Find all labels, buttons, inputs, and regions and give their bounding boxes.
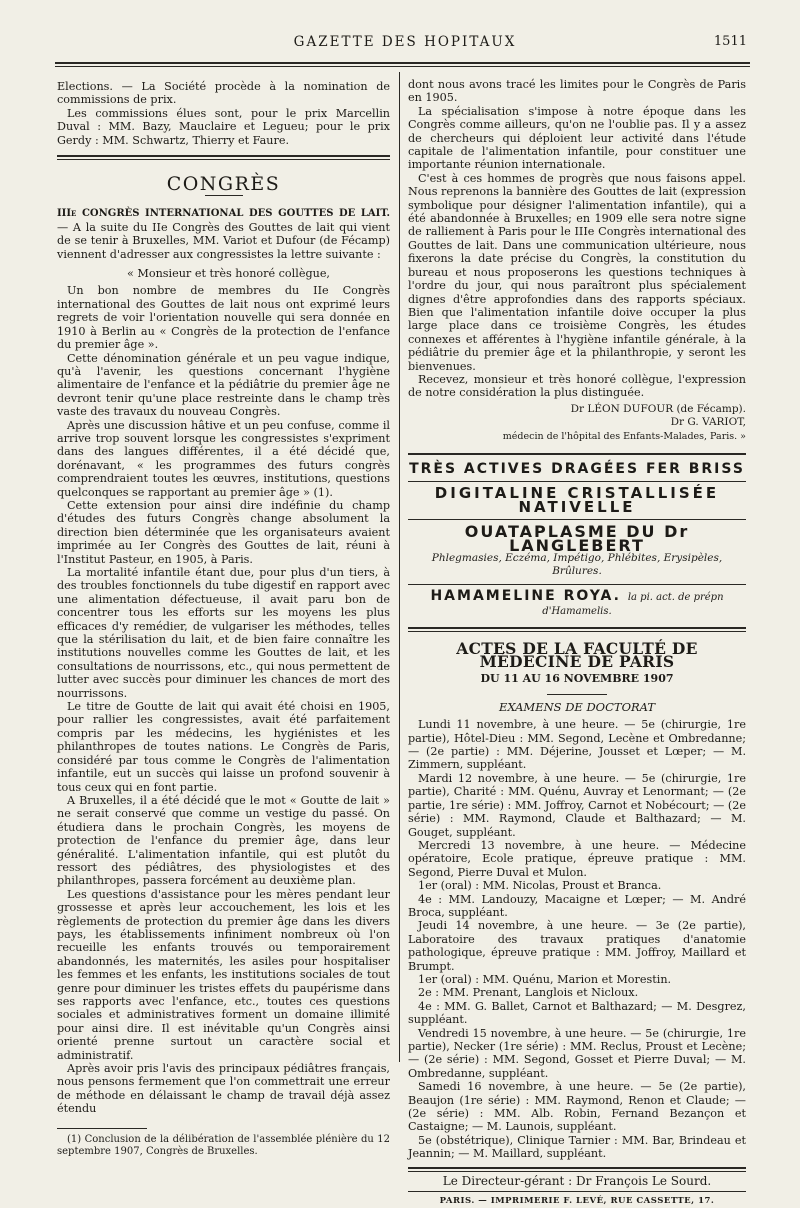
letter-para: A Bruxelles, il a été décidé que le mot « Goutte de lait » ne serait conservé que comme un vestige du passé. On étudiera dans le prochain Congrès, les moyens de protection de l'enfance du premier âge, dans leur généralité. L'alimentation infantile, qui est plutôt du ressort des pédiâtres, des physiologistes et des philanthropes, passera forcément au deuxième plan.: [57, 793, 390, 888]
gerant-rule-thin: [408, 1171, 746, 1172]
directeur-gerant: Le Directeur-gérant : Dr François Le Sourd.: [442, 1173, 712, 1188]
ads-rule: [408, 481, 746, 482]
exam-entry: 1er (oral) : MM. Quénu, Marion et Morestin.: [418, 972, 672, 986]
exam-entry: Vendredi 15 novembre, à une heure. — 5e (chirurgie, 1re partie), Necker (1re série) : MM. Reclus, Proust et Lecène; — (2e série) : MM. Segond, Gosset et Pierre Duval; — M. Ombredanne, suppléant.: [408, 1026, 746, 1080]
letter-para: Les questions d'assistance pour les mères pendant leur grossesse et après leur accouchement, les lois et les règlements de protection du premier âge dans les divers pays, les établissements infiniment nombreux où l'on recueille les enfants trouvés ou temporairement abandonnés, les maternités, les asiles pour hospitaliser les femmes et les enfants, les institutions sociales de tout genre pour diminuer les tristes effets du paupérisme dans ses rapports avec l'enfance, etc., toutes ces questions sociales et administratives forment un domaine illimité pour ainsi dire. Il est inévitable qu'un Congrès ainsi orienté prenne surtout un caractère social et administratif.: [57, 887, 390, 1062]
letter-para: C'est à ces hommes de progrès que nous faisons appel. Nous reprenons la bannière des Gouttes de lait (expression symbolique pour désigner l'alimentation infantile), qui a été abandonnée à Bruxelles; en 1909 elle sera notre signe de ralliement à Paris pour le IIIe Congrès international des Gouttes de lait. Dans une communication ultérieure, nous fixerons la date précise du Congrès, la constitution du bureau et nous proposerons les questions techniques à l'ordre du jour, qui nous paraîtront plus spécialement dignes d'être approfondies dans des rapports spéciaux. Bien que l'alimentation infantile doive occuper la plus large place dans ce troisième Congrès, les études connexes et afférentes à l'hygiène infantile générale, à la pédiâtrie du premier âge et la philanthropie, y seront les bienvenues.: [408, 171, 746, 373]
faculte-ornament-rule: [547, 694, 607, 695]
section-title-congres: CONGRÈS: [166, 173, 281, 196]
exam-entry: 1er (oral) : MM. Nicolas, Proust et Branca.: [418, 879, 662, 893]
exam-entry: Mercredi 13 novembre, à une heure. — Médecine opératoire, Ecole pratique, épreuve pratique : MM. Segond, Pierre Duval et Mulon.: [408, 838, 746, 879]
letter-para: Cette dénomination générale et un peu vague indique, qu'à l'avenir, les questions concernant l'hygiène alimentaire de l'enfance et la pédiâtrie du premier âge ne devront tenir qu'une place restreinte dans le champ très vaste des travaux du nouveau Congrès.: [57, 351, 390, 419]
signature-dufour: Dr LÉON DUFOUR (de Fécamp).: [570, 402, 746, 415]
ads-rule-bottom-thin: [408, 631, 746, 632]
letter-para: Un bon nombre de membres du IIe Congrès international des Gouttes de lait nous ont exprimé leurs regrets de voir l'orientation nouvelle qui sera donnée en 1910 à Berlin au « Congrès de la protection de l'enfance du premier âge ».: [57, 284, 390, 352]
signature-variot-title: médecin de l'hôpital des Enfants-Malades, Paris. »: [502, 430, 746, 442]
header-rule-thin: [55, 66, 750, 67]
ads-rule: [408, 519, 746, 520]
ad-digitaline-nativelle: DIGITALINE CRISTALLISÉE NATIVELLE: [434, 484, 720, 516]
column-separator: [399, 72, 400, 1062]
letter-para: La spécialisation s'impose à notre époque dans les Congrès comme ailleurs, qu'on ne l'oublie pas. Il y a assez de chercheurs qui déploient leur activité dans l'étude capitale de l'alimentation infantile, pour constituer une importante réunion internationale.: [408, 104, 746, 172]
exam-entry: Mardi 12 novembre, à une heure. — 5e (chirurgie, 1re partie), Charité : MM. Quénu, Auvray et Lenormant; — (2e partie, 1re série) : MM. Joffroy, Carnot et Nobécourt; — (2e série) : MM. Raymond, Claude et Balthazard; — M. Gouget, suppléant.: [408, 771, 746, 839]
page-header: [55, 34, 755, 54]
congres-subtitle: IIIe CONGRÈS INTERNATIONAL DES GOUTTES DE LAIT.: [57, 208, 390, 220]
section-rule: [57, 155, 390, 157]
section-rule-thin: [57, 159, 390, 160]
exam-entry: 4e : MM. G. Ballet, Carnot et Balthazard; — M. Desgrez, suppléant.: [408, 999, 746, 1027]
ads-rule-bottom: [408, 627, 746, 629]
ads-rule-top: [408, 453, 746, 455]
ad-hamameline-roya: HAMAMELINE ROYA. la pi. act. de prépn d'Hamamelis.: [430, 587, 724, 618]
ad-ouataplasme-indications: Phlegmasies, Eczéma, Impétigo, Phlébites, Erysipèles, Brûlures.: [431, 552, 723, 578]
ad-dragees-fer-briss: TRÈS ACTIVES DRAGÉES FER BRISS: [409, 460, 745, 477]
congres-intro: IIIe CONGRÈS INTERNATIONAL DES GOUTTES DE LAIT. — A la suite du IIe Congrès des Gouttes de lait qui vient de se tenir à Bruxelles, MM. Variot et Dufour (de Fécamp) viennent d'adresser aux congressistes la lettre suivante :: [57, 208, 390, 261]
elections-para-1: Elections. — La Société procède à la nomination de commissions de prix.: [57, 80, 390, 107]
examens-heading: EXAMENS DE DOCTORAT: [498, 699, 656, 714]
letter-para: La mortalité infantile étant due, pour plus d'un tiers, à des troubles fonctionnels du tube digestif en rapport avec une alimentation défectueuse, il avait paru bon de concentrer tous les efforts sur les moyens les plus efficaces d'y remédier, de vulgariser les méthodes, telles que la stérilisation du lait, et de bien faire connaître les institutions nouvelles comme les Gouttes de lait, et les consultations de nourrissons, etc., qui nous permettent de lutter avec succès pour diminuer les chances de mort des nourrissons.: [57, 566, 390, 700]
elections-para-2: Les commissions élues sont, pour le prix Marcellin Duval : MM. Bazy, Mauclaire et Legueu; pour le prix Gerdy : MM. Schwartz, Thierry et Faure.: [57, 106, 390, 147]
signature-variot: Dr G. VARIOT,: [670, 416, 746, 429]
exam-entry: 5e (obstétrique), Clinique Tarnier : MM. Bar, Brindeau et Jeannin; — M. Maillard, suppléant.: [408, 1133, 746, 1161]
letter-para: Cette extension pour ainsi dire indéfinie du champ d'études des futurs Congrès change absolument la direction bien déterminée que les organisateurs avaient imprimée au Ier Congrès des Gouttes de lait, réuni à l'Institut Pasteur, en 1905, à Paris.: [57, 498, 390, 566]
exam-entry: 2e : MM. Prenant, Langlois et Nicloux.: [418, 986, 639, 1000]
printer-imprint: PARIS. — IMPRIMERIE F. LEVÉ, RUE CASSETTE, 17.: [439, 1196, 715, 1207]
faculte-title: ACTES DE LA FACULTÉ DE MÉDECINE DE PARIS: [456, 638, 698, 672]
letter-salutation: « Monsieur et très honoré collègue,: [126, 267, 330, 281]
footnote: (1) Conclusion de la délibération de l'assemblée plénière du 12 septembre 1907, Congrès de Bruxelles.: [57, 1133, 390, 1157]
letter-para: Le titre de Goutte de lait qui avait été choisi en 1905, pour rallier les congressistes, avait été parfaitement compris par les médecins, les hygiénistes et les philanthropes de toutes nations. Le Congrès de Paris, considéré par tous comme le Congrès de l'alimentation infantile, eut un succès qui laisse un profond souvenir à tous ceux qui en font partie.: [57, 700, 390, 794]
ad-hamameline-sub: la pi. act. de prépn d'Hamamelis.: [542, 591, 724, 618]
left-column: [57, 80, 390, 1158]
letter-para: Après avoir pris l'avis des principaux pédiâtres français, nous pensons fermement que l'on commettrait une erreur de méthode en délaissant le champ de travail déjà assez étendu: [57, 1062, 390, 1116]
letter-para: Après une discussion hâtive et un peu confuse, comme il arrive trop souvent lorsque les congressistes s'expriment dans des langues différentes, il a été décidé que, dorénavant, « les programmes des futurs congrès comprendraient toutes les œuvres, institutions, questions quelconques se rapportant au premier âge » (1).: [57, 418, 390, 499]
exam-entry: Jeudi 14 novembre, à une heure. — 3e (2e partie), Laboratoire des travaux pratiques d'anatomie pathologique, épreuve pratique : MM. Joffroy, Maillard et Brumpt.: [408, 919, 746, 973]
ads-rule: [408, 584, 746, 585]
exam-entry: 4e : MM. Landouzy, Macaigne et Lœper; — M. André Broca, suppléant.: [408, 892, 746, 919]
exam-entry: Samedi 16 novembre, à une heure. — 5e (2e partie), Beaujon (1re série) : MM. Raymond, Renon et Claude; — (2e série) : MM. Alb. Robin, Fernand Bezançon et Castaigne; — M. Launois, suppléant.: [408, 1080, 746, 1134]
gerant-rule: [408, 1167, 746, 1169]
header-rule: [55, 62, 750, 64]
footnote-rule: [57, 1128, 147, 1129]
right-column: [408, 78, 746, 1208]
faculte-dates: DU 11 AU 16 NOVEMBRE 1907: [480, 672, 674, 686]
printer-rule: [408, 1191, 746, 1192]
exam-entry: Lundi 11 novembre, à une heure. — 5e (chirurgie, 1re partie), Hôtel-Dieu : MM. Segond, Lecène et Ombredanne; — (2e partie) : MM. Déjerine, Jousset et Lœper; — M. Zimmern, suppléant.: [408, 718, 746, 772]
letter-para: Recevez, monsieur et très honoré collègue, l'expression de notre considération la plus distinguée.: [408, 372, 746, 400]
letter-continued: dont nous avons tracé les limites pour le Congrès de Paris en 1905.: [408, 78, 746, 105]
journal-title: GAZETTE DES HOPITAUX: [293, 34, 517, 50]
title-ornament-rule: [205, 195, 243, 196]
page-number: 1511: [713, 34, 747, 49]
ad-ouataplasme-langlebert: OUATAPLASME DU Dr LANGLEBERT: [464, 522, 690, 555]
